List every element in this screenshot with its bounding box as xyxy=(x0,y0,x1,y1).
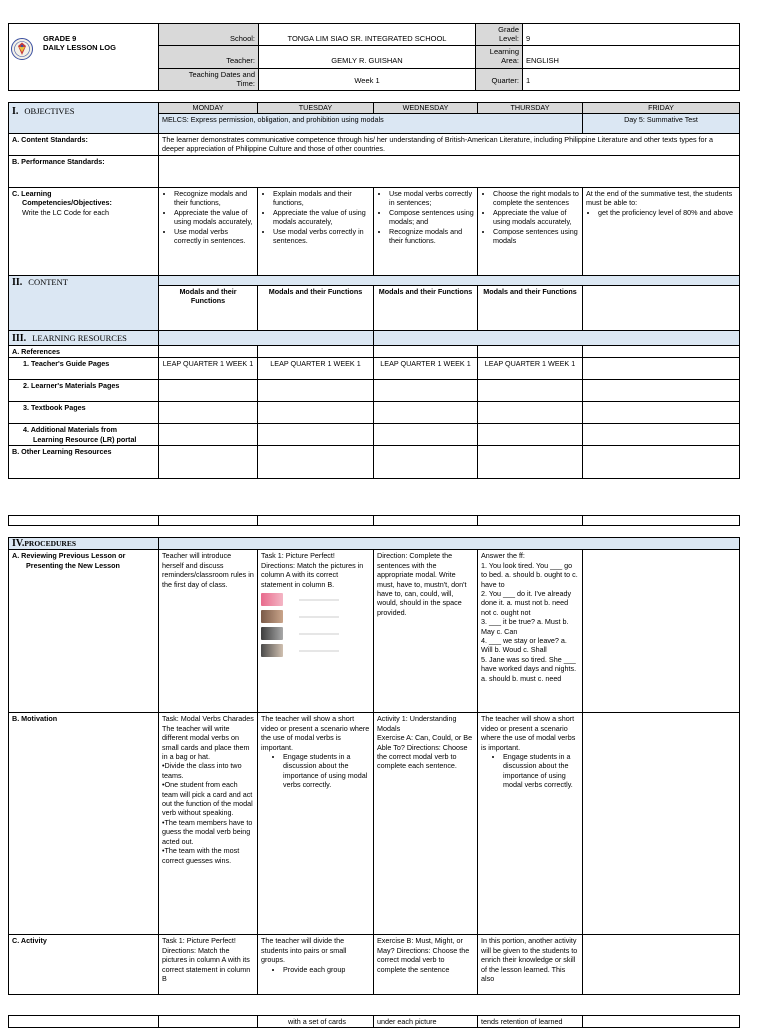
list-item: • get the proficiency level of 80% and above xyxy=(598,208,736,217)
procedure-a-monday: Teacher will introduce herself and discuss reminders/classroom rules in the first day of class. xyxy=(159,550,258,713)
list-item: • Engage students in a discussion about the importance of using modal verbs correctly. xyxy=(283,752,370,790)
procedure-b-thursday-intro: The teacher will show a short video or present a scenario where the use of modal verbs is important. xyxy=(481,714,576,752)
picture-thumbnail xyxy=(261,593,283,606)
next-page-thursday: tends retention of learned xyxy=(478,1016,583,1028)
procedure-a-friday xyxy=(583,550,740,713)
procedure-a-tuesday-text: Task 1: Picture Perfect! Directions: Match the pictures in column A with its correct statement in column B. xyxy=(261,551,364,589)
list-item: 2. You ___ do it. I've already done it. a. must not b. need not c. ought not xyxy=(481,589,572,617)
picture-caption xyxy=(299,633,339,635)
picture-matching-image xyxy=(261,592,370,658)
procedure-b-friday xyxy=(583,713,740,935)
area-label: Learning xyxy=(489,47,519,57)
competencies-tuesday xyxy=(258,188,374,276)
am-monday xyxy=(159,424,258,446)
spacer-cell xyxy=(9,516,159,526)
other-resources-label: B. Other Learning Resources xyxy=(9,446,159,479)
tb-monday xyxy=(159,402,258,424)
competencies-friday xyxy=(583,188,740,276)
spacer-table xyxy=(8,515,740,526)
procedure-b-tuesday-intro: The teacher will show a short video or present a scenario where the use of modal verbs is important. xyxy=(261,714,370,752)
dates-label-2: Time: xyxy=(236,78,255,88)
teacher-label: Teacher: xyxy=(226,56,255,66)
objectives-label: OBJECTIVES xyxy=(24,106,75,116)
references-friday xyxy=(583,346,740,358)
list-item: • Appreciate the value of using modals accurately, xyxy=(174,208,254,227)
lm-wednesday xyxy=(374,380,478,402)
procedure-c-friday xyxy=(583,935,740,995)
resources-band-2 xyxy=(374,331,740,346)
lesson-table xyxy=(8,102,740,479)
procedure-c-monday: Task 1: Picture Perfect! Directions: Match the pictures in column A with its correct statement in column B xyxy=(159,935,258,995)
picture-caption xyxy=(299,599,339,601)
procedure-b-thursday xyxy=(478,713,583,935)
am-label-2: Learning Resource (LR) portal xyxy=(33,434,137,444)
list-item: • Engage students in a discussion about the importance of using modal verbs correctly. xyxy=(503,752,579,790)
tb-label: 3. Textbook Pages xyxy=(9,402,159,424)
dll-title: DAILY LESSON LOG xyxy=(43,43,116,52)
procedure-c-label: C. Activity xyxy=(9,935,159,995)
school-label: School: xyxy=(229,34,255,43)
competencies-label-1: C. Learning xyxy=(12,189,52,198)
procedure-b-monday xyxy=(159,713,258,935)
next-page-friday xyxy=(583,1016,740,1028)
picture-thumbnail xyxy=(261,627,283,640)
spacer-cell xyxy=(583,516,740,526)
lm-tuesday xyxy=(258,380,374,402)
spacer-cell xyxy=(478,516,583,526)
objectives-header xyxy=(9,103,159,134)
resources-band-1 xyxy=(159,331,374,346)
dates-value: Week 1 xyxy=(354,75,380,85)
picture-caption xyxy=(299,650,339,652)
competencies-label xyxy=(9,188,159,276)
competencies-label-2: Competencies/Objectives: xyxy=(22,198,112,208)
other-monday xyxy=(159,446,258,479)
list-item: 3. ___ it be true? a. Must b. May c. Can xyxy=(481,617,569,636)
procedure-c-tuesday xyxy=(258,935,374,995)
references-label: A. References xyxy=(9,346,159,358)
friday-summative: Day 5: Summative Test xyxy=(583,114,740,134)
next-page-tuesday: with a set of cards xyxy=(258,1016,374,1028)
next-page-label xyxy=(9,1016,159,1028)
tg-monday: LEAP QUARTER 1 WEEK 1 xyxy=(159,358,258,380)
list-item: •Divide the class into two teams. xyxy=(162,761,242,780)
competencies-label-3: Write the LC Code for each xyxy=(22,207,109,217)
list-item: •One student from each team will pick a card and act out the function of the modal verb without speaking. xyxy=(162,780,253,818)
procedure-a-label-1: A. Reviewing Previous Lesson or xyxy=(12,551,126,561)
list-item: Exercise A: Can, Could, or Be Able To? Directions: Choose the correct modal verb to complete each sentence. xyxy=(377,733,473,771)
content-label: CONTENT xyxy=(28,277,68,287)
procedure-b-wednesday xyxy=(374,713,478,935)
grade-value: 9 xyxy=(526,34,531,43)
am-thursday xyxy=(478,424,583,446)
procedure-a-label xyxy=(9,550,159,713)
list-item: • Provide each group xyxy=(283,965,370,974)
lm-thursday xyxy=(478,380,583,402)
list-item: • Explain modals and their functions, xyxy=(273,189,370,208)
competencies-thursday xyxy=(478,188,583,276)
other-tuesday xyxy=(258,446,374,479)
content-header xyxy=(9,276,159,331)
tg-thursday: LEAP QUARTER 1 WEEK 1 xyxy=(478,358,583,380)
list-item: Task: Modal Verbs Charades xyxy=(162,714,254,724)
next-page-monday xyxy=(159,1016,258,1028)
am-tuesday xyxy=(258,424,374,446)
list-item: Answer the ff: xyxy=(481,551,525,561)
resources-numeral: III. xyxy=(12,333,27,344)
content-thursday: Modals and their Functions xyxy=(478,286,583,331)
procedure-b-tuesday xyxy=(258,713,374,935)
tb-thursday xyxy=(478,402,583,424)
list-item: •The team with the most correct guesses wins. xyxy=(162,846,240,865)
procedures-label: PROCEDURES xyxy=(24,539,77,548)
procedure-a-thursday xyxy=(478,550,583,713)
grade-label-2: Level: xyxy=(498,34,519,43)
tg-wednesday: LEAP QUARTER 1 WEEK 1 xyxy=(374,358,478,380)
grade-label: Grade xyxy=(498,25,519,34)
procedures-header xyxy=(9,538,159,550)
list-item: • Appreciate the value of using modals accurately, xyxy=(493,208,579,227)
am-friday xyxy=(583,424,740,446)
picture-caption xyxy=(299,616,339,618)
list-item: Activity 1: Understanding Modals xyxy=(377,714,457,733)
procedure-a-label-2: Presenting the New Lesson xyxy=(26,560,120,570)
references-tuesday xyxy=(258,346,374,358)
list-item: • Recognize modals and their functions. xyxy=(389,227,474,246)
next-page-wednesday: under each picture xyxy=(374,1016,478,1028)
list-item: • Use modal verbs correctly in sentences. xyxy=(174,227,254,246)
tb-wednesday xyxy=(374,402,478,424)
competencies-friday-intro: At the end of the summative test, the students must be able to: xyxy=(586,189,733,208)
picture-thumbnail xyxy=(261,610,283,623)
quarter-label: Quarter: xyxy=(491,75,519,85)
procedures-table xyxy=(8,537,740,995)
competencies-monday xyxy=(159,188,258,276)
lm-friday xyxy=(583,380,740,402)
melcs-text: MELCS: Express permission, obligation, and prohibition using modals xyxy=(159,114,583,134)
content-standards-label: A. Content Standards: xyxy=(9,134,159,156)
content-wednesday: Modals and their Functions xyxy=(374,286,478,331)
day-friday: FRIDAY xyxy=(583,103,740,114)
tb-friday xyxy=(583,402,740,424)
am-wednesday xyxy=(374,424,478,446)
procedure-c-thursday: In this portion, another activity will be given to the students to enrich their knowledge or skill of the lesson learned. This also xyxy=(478,935,583,995)
performance-standards-label: B. Performance Standards: xyxy=(9,156,159,188)
procedures-band xyxy=(159,538,740,550)
content-monday: Modals and their Functions xyxy=(159,286,258,331)
list-item: 4. ___ we stay or leave? a. Will b. Woud c. Shall xyxy=(481,636,567,655)
list-item: 5. Jane was so tired. She ___ have worked days and nights. a. should b. must c. need xyxy=(481,654,577,683)
resources-header xyxy=(9,331,159,346)
content-tuesday: Modals and their Functions xyxy=(258,286,374,331)
objectives-numeral: I. xyxy=(12,106,19,117)
tg-tuesday: LEAP QUARTER 1 WEEK 1 xyxy=(258,358,374,380)
list-item: • Use modal verbs correctly in sentences; xyxy=(389,189,474,208)
other-friday xyxy=(583,446,740,479)
dll-grade-title: GRADE 9 xyxy=(43,34,77,43)
lm-monday xyxy=(159,380,258,402)
area-label-2: Area: xyxy=(501,56,519,66)
list-item: • Compose sentences using modals; and xyxy=(389,208,474,227)
school-value: TONGA LIM SIAO SR. INTEGRATED SCHOOL xyxy=(287,34,447,43)
tg-label: 1. Teacher's Guide Pages xyxy=(9,358,159,380)
next-page-table xyxy=(8,1015,740,1028)
references-thursday xyxy=(478,346,583,358)
day-wednesday: WEDNESDAY xyxy=(374,103,478,114)
procedure-a-wednesday: Direction: Complete the sentences with the appropriate modal. Write must, have to, mustn't, don't have to, can, could, will, would, should in the space provided. xyxy=(374,550,478,713)
day-thursday: THURSDAY xyxy=(478,103,583,114)
list-item: • Use modal verbs correctly in sentences. xyxy=(273,227,370,246)
procedures-numeral: IV. xyxy=(12,538,25,549)
tg-friday xyxy=(583,358,740,380)
resources-label: LEARNING RESOURCES xyxy=(32,333,127,343)
procedure-a-tuesday xyxy=(258,550,374,713)
performance-standards-value xyxy=(159,156,740,188)
procedure-c-wednesday: Exercise B: Must, Might, or May? Directions: Choose the correct modal verb to complete the sentence xyxy=(374,935,478,995)
day-tuesday: TUESDAY xyxy=(258,103,374,114)
other-wednesday xyxy=(374,446,478,479)
list-item: 1. You look tired. You ___ go to bed. a. should b. ought to c. have to xyxy=(481,560,578,589)
list-item: • Choose the right modals to complete the sentences xyxy=(493,189,579,208)
am-label-1: 4. Additional Materials from xyxy=(23,425,117,435)
spacer-cell xyxy=(258,516,374,526)
procedure-b-label: B. Motivation xyxy=(9,713,159,935)
am-label xyxy=(9,424,159,446)
content-standards-text: The learner demonstrates communicative competence through his/ her understanding of British-American Literature, including Philippine Literature and other texts types for a deeper appreciation of Philippine Culture and those of other countries. xyxy=(159,134,740,156)
lm-label: 2. Learner's Materials Pages xyxy=(9,380,159,402)
content-band xyxy=(159,276,740,286)
content-friday xyxy=(583,286,740,331)
quarter-value: 1 xyxy=(526,75,531,85)
list-item: • Appreciate the value of using modals accurately, xyxy=(273,208,370,227)
header-table xyxy=(8,23,740,91)
spacer-cell xyxy=(374,516,478,526)
teacher-value: GEMLY R. GUISHAN xyxy=(331,56,403,66)
tb-tuesday xyxy=(258,402,374,424)
day-monday: MONDAY xyxy=(159,103,258,114)
list-item: •The team members have to guess the modal verb being acted out. xyxy=(162,817,253,846)
other-thursday xyxy=(478,446,583,479)
area-value: ENGLISH xyxy=(526,56,559,66)
references-wednesday xyxy=(374,346,478,358)
dates-label: Teaching Dates and xyxy=(188,69,255,79)
references-monday xyxy=(159,346,258,358)
list-item: The teacher will write different modal verbs on small cards and place them in a bag or hat. xyxy=(162,723,250,762)
content-numeral: II. xyxy=(12,277,23,288)
list-item: • Compose sentences using modals xyxy=(493,227,579,246)
competencies-wednesday xyxy=(374,188,478,276)
picture-thumbnail xyxy=(261,644,283,657)
spacer-cell xyxy=(159,516,258,526)
list-item: • Recognize modals and their functions, xyxy=(174,189,254,208)
procedure-c-tuesday-intro: The teacher will divide the students into pairs or small groups. xyxy=(261,936,347,965)
